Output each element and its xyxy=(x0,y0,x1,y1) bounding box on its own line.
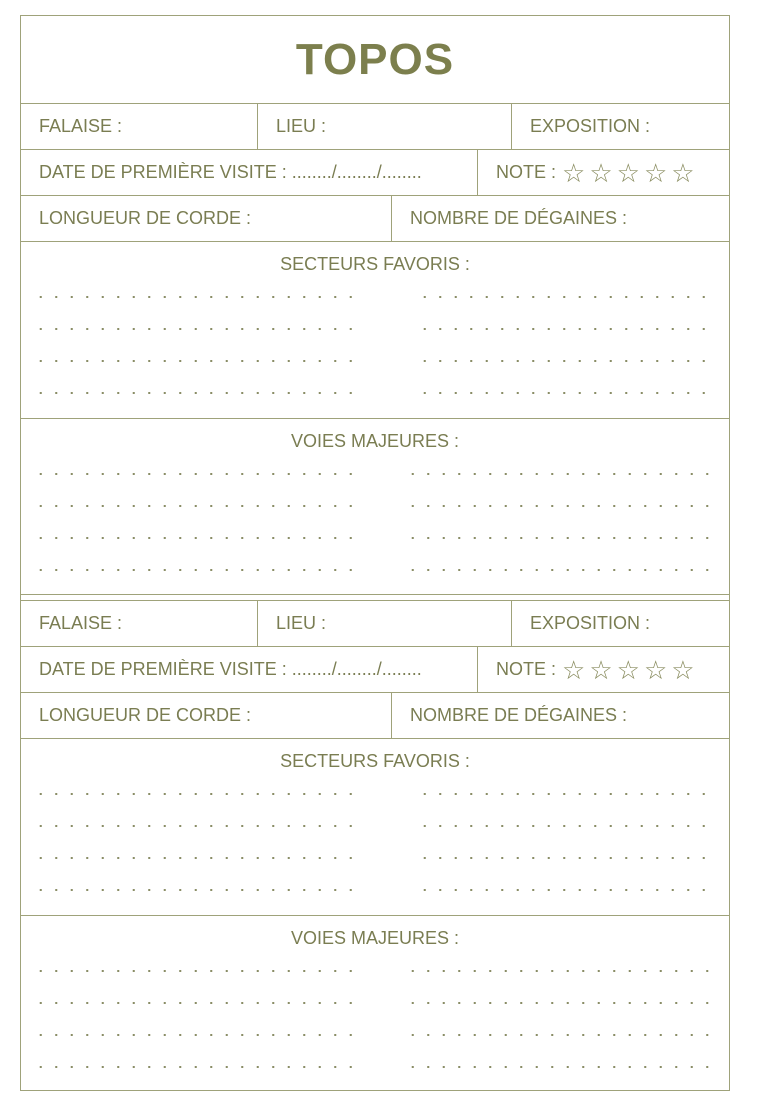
info-row-1 xyxy=(21,601,729,647)
note-label: NOTE : xyxy=(496,162,557,182)
secteurs-favoris-section[interactable] xyxy=(21,242,729,419)
exposition-label: EXPOSITION : xyxy=(530,613,651,633)
dotted-line xyxy=(417,793,717,795)
dotted-line xyxy=(405,473,717,475)
falaise-label: FALAISE : xyxy=(39,613,123,633)
falaise-label: FALAISE : xyxy=(39,116,123,136)
dotted-line xyxy=(33,505,363,507)
falaise-field[interactable] xyxy=(21,601,257,646)
dotted-line xyxy=(33,328,363,330)
dotted-line xyxy=(417,328,717,330)
note-field xyxy=(477,150,731,195)
dotted-line xyxy=(33,360,363,362)
dotted-line xyxy=(405,505,717,507)
star-icon[interactable]: ☆ xyxy=(671,654,695,685)
dotted-line xyxy=(405,569,717,571)
date-visite-label: DATE DE PREMIÈRE VISITE : ......../......../........ xyxy=(39,659,422,679)
dotted-line xyxy=(405,1034,717,1036)
longueur-corde-label: LONGUEUR DE CORDE : xyxy=(39,208,252,228)
info-row-3 xyxy=(21,196,729,242)
voies-majeures-label: VOIES MAJEURES : xyxy=(290,928,460,948)
secteurs-favoris-section[interactable] xyxy=(21,739,729,916)
nombre-degaines-field[interactable] xyxy=(391,196,731,241)
star-icon[interactable]: ☆ xyxy=(616,157,640,188)
dotted-line xyxy=(405,1066,717,1068)
info-row-3 xyxy=(21,693,729,739)
secteurs-favoris-label: SECTEURS FAVORIS : xyxy=(280,751,470,771)
dotted-line xyxy=(417,857,717,859)
dotted-line xyxy=(33,1066,363,1068)
date-visite-label: DATE DE PREMIÈRE VISITE : ......../......../........ xyxy=(39,162,422,182)
voies-majeures-label: VOIES MAJEURES : xyxy=(290,431,460,451)
dotted-line xyxy=(33,825,363,827)
dotted-line xyxy=(33,537,363,539)
star-icon[interactable]: ☆ xyxy=(562,654,586,685)
dotted-line xyxy=(33,793,363,795)
star-icon[interactable]: ☆ xyxy=(589,157,613,188)
lieu-label: LIEU : xyxy=(276,116,327,136)
secteurs-favoris-label: SECTEURS FAVORIS : xyxy=(280,254,470,274)
info-row-1 xyxy=(21,104,729,150)
star-rating[interactable] xyxy=(562,654,695,685)
star-icon[interactable]: ☆ xyxy=(643,654,668,685)
star-icon[interactable]: ☆ xyxy=(562,157,586,188)
lieu-field[interactable] xyxy=(257,601,511,646)
voies-majeures-section[interactable] xyxy=(21,916,729,1092)
nombre-degaines-label: NOMBRE DE DÉGAINES : xyxy=(410,208,628,228)
dotted-line xyxy=(33,1002,363,1004)
dotted-line xyxy=(33,857,363,859)
star-icon[interactable]: ☆ xyxy=(671,157,695,188)
longueur-corde-field[interactable] xyxy=(21,693,391,738)
note-field xyxy=(477,647,731,692)
dotted-line xyxy=(405,970,717,972)
dotted-line xyxy=(405,537,717,539)
voies-majeures-section[interactable] xyxy=(21,419,729,595)
longueur-corde-field[interactable] xyxy=(21,196,391,241)
date-visite-field[interactable] xyxy=(21,647,477,692)
lieu-label: LIEU : xyxy=(276,613,327,633)
dotted-line xyxy=(33,392,363,394)
dotted-line xyxy=(33,296,363,298)
dotted-line xyxy=(405,1002,717,1004)
dotted-line xyxy=(33,970,363,972)
dotted-line xyxy=(417,392,717,394)
topos-sheet xyxy=(20,15,730,1091)
date-visite-field[interactable] xyxy=(21,150,477,195)
dotted-line xyxy=(33,1034,363,1036)
dotted-line xyxy=(417,296,717,298)
note-label: NOTE : xyxy=(496,659,557,679)
star-rating[interactable] xyxy=(562,157,695,188)
star-icon[interactable]: ☆ xyxy=(643,157,668,188)
exposition-field[interactable] xyxy=(511,601,731,646)
longueur-corde-label: LONGUEUR DE CORDE : xyxy=(39,705,252,725)
lieu-field[interactable] xyxy=(257,104,511,149)
falaise-field[interactable] xyxy=(21,104,257,149)
star-icon[interactable]: ☆ xyxy=(616,654,640,685)
dotted-line xyxy=(33,473,363,475)
dotted-line xyxy=(33,889,363,891)
star-icon[interactable]: ☆ xyxy=(589,654,613,685)
page-title: TOPOS xyxy=(21,16,729,104)
exposition-field[interactable] xyxy=(511,104,731,149)
nombre-degaines-field[interactable] xyxy=(391,693,731,738)
dotted-line xyxy=(417,889,717,891)
dotted-line xyxy=(33,569,363,571)
nombre-degaines-label: NOMBRE DE DÉGAINES : xyxy=(410,705,628,725)
exposition-label: EXPOSITION : xyxy=(530,116,651,136)
dotted-line xyxy=(417,360,717,362)
dotted-line xyxy=(417,825,717,827)
info-row-2 xyxy=(21,150,729,196)
info-row-2 xyxy=(21,647,729,693)
